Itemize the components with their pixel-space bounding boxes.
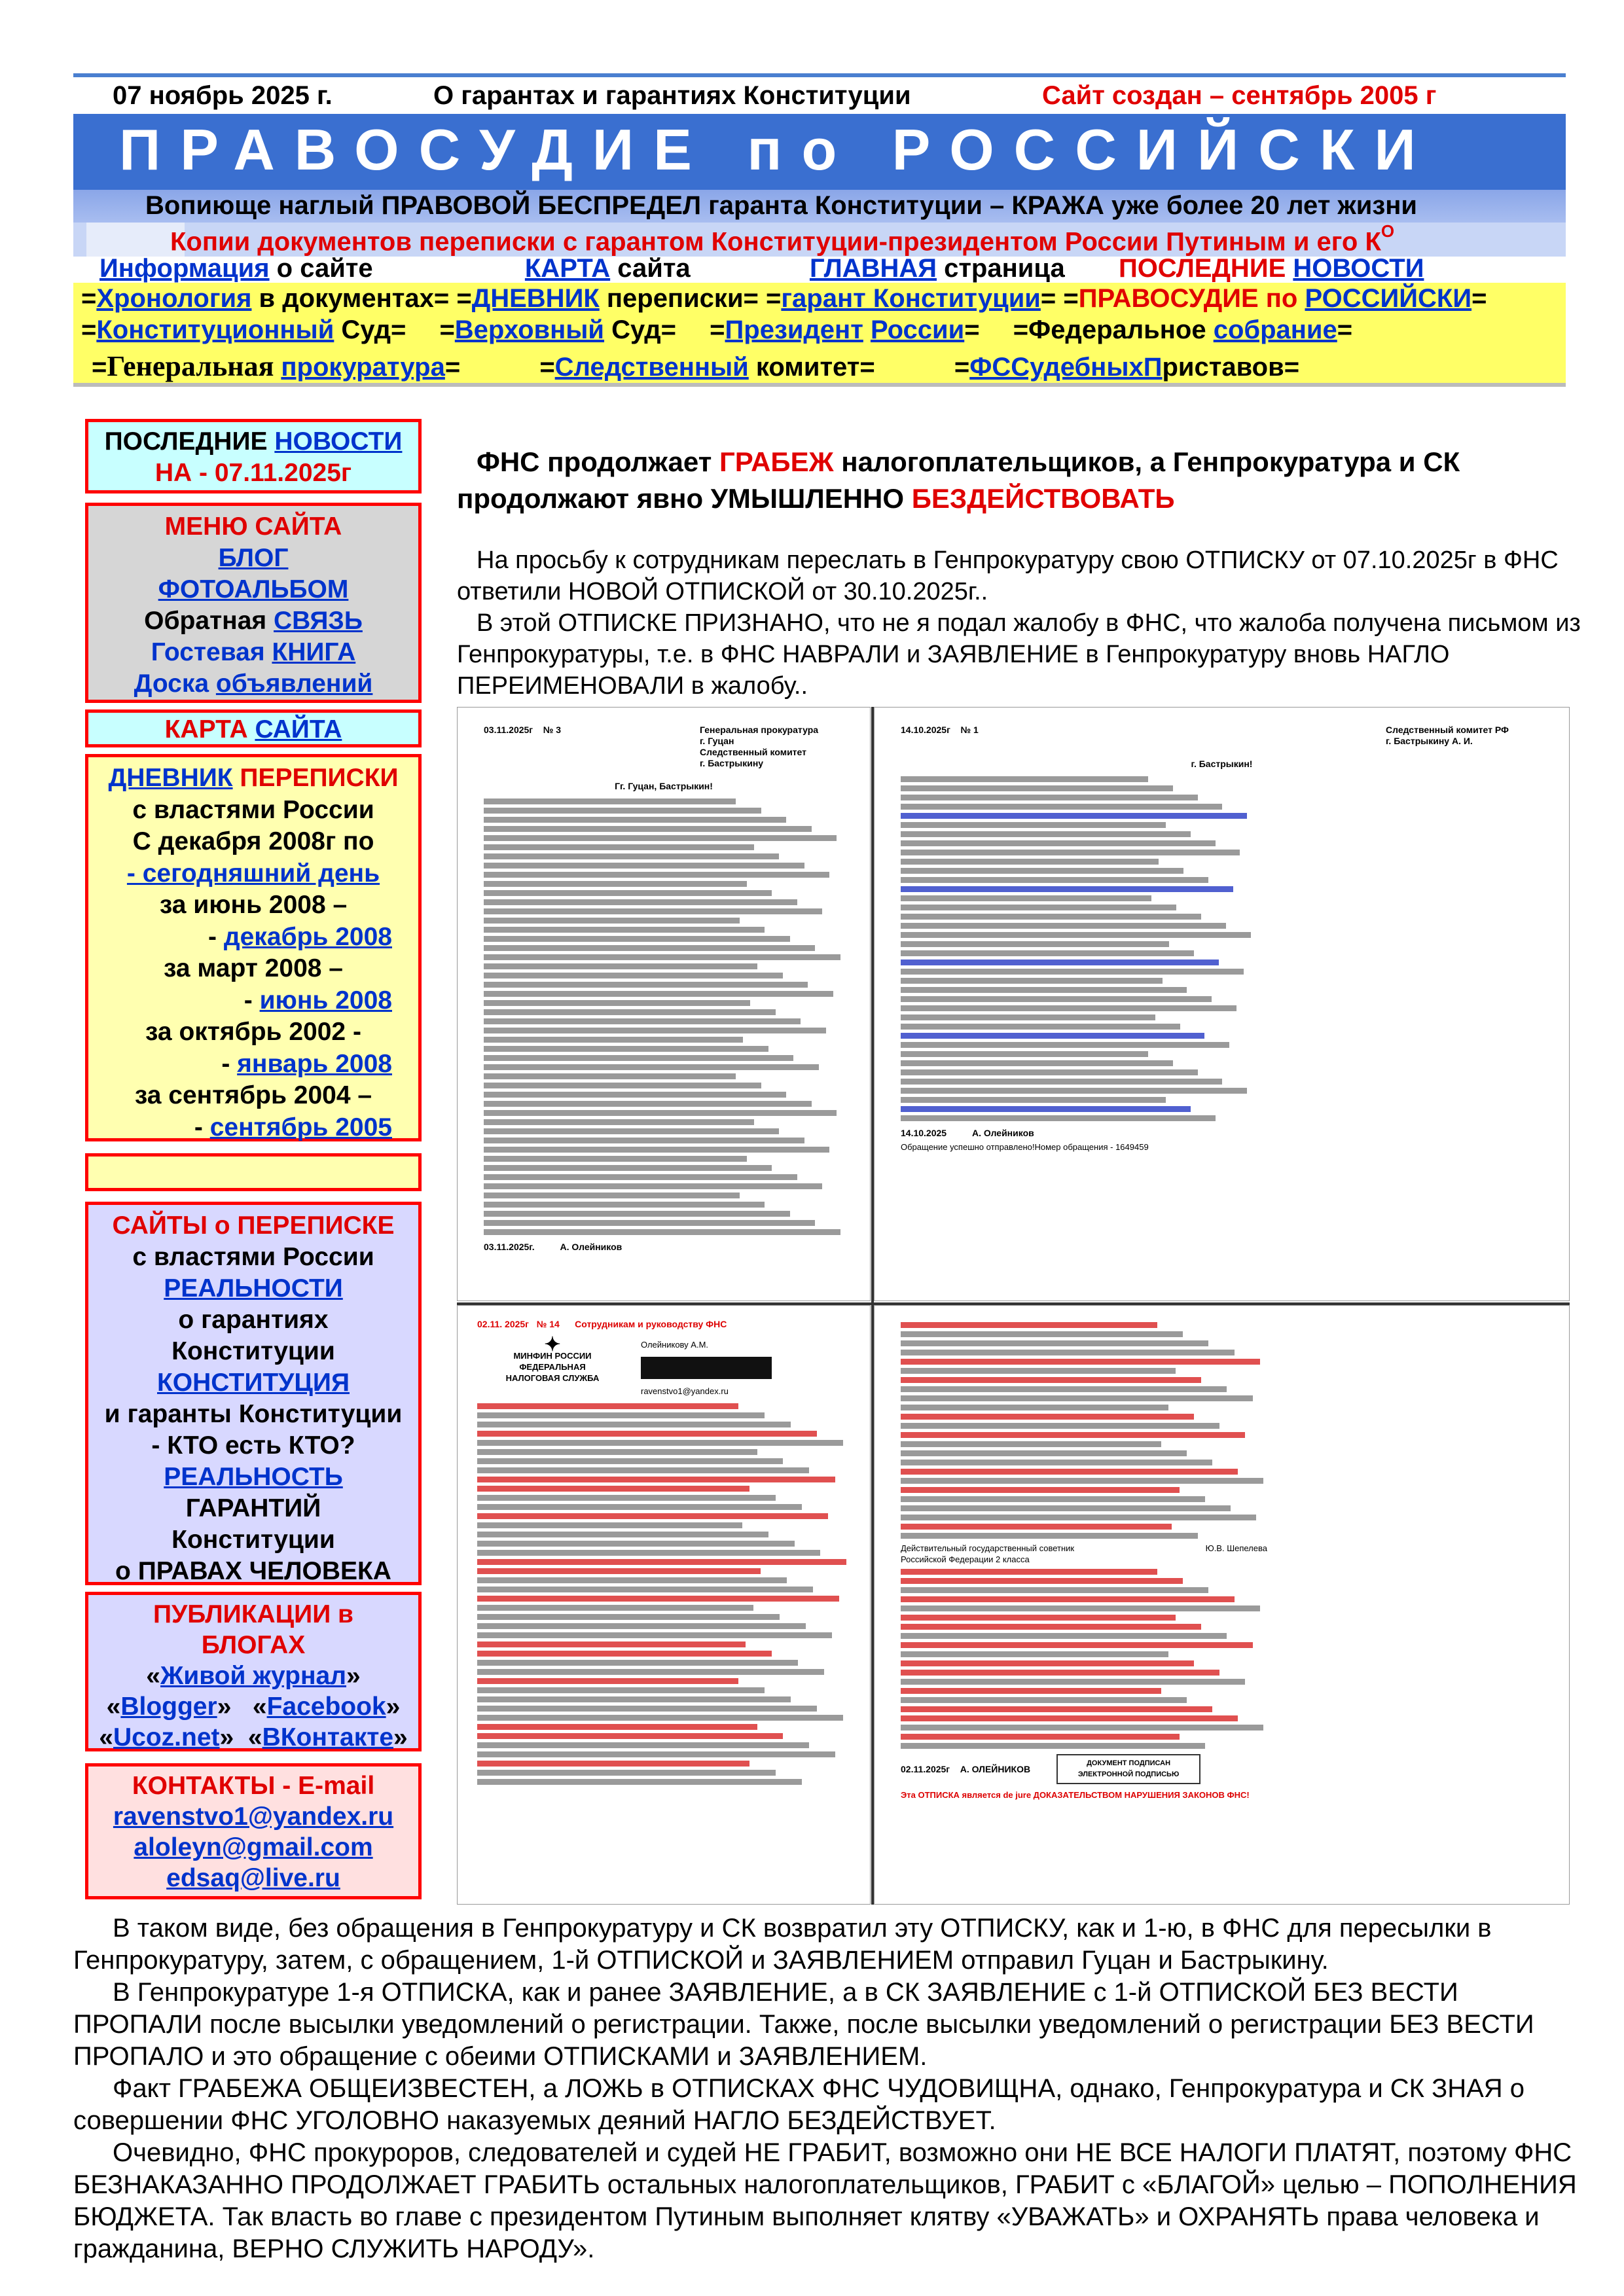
scan-text-line [477,1431,817,1437]
scan-text-line [477,1669,824,1675]
scan-text-line [901,831,1191,837]
scan-text-line [484,927,765,933]
scan-document-4: Действительный государственный советник Российской Федерации 2 класса Ю.В. Шепелева 02.11.2025г А. ОЛЕЙНИКОВ ДОКУМЕНТ ПОДПИСАН ЭЛЕКТРОННОЙ ПОДПИСЬЮ Эта ОТПИСКА является de jure ДОКАЗАТЕЛЬСТВОМ НАРУШЕНИЯ ЗАКОНОВ ФНС! [874,1305,1570,1905]
scan-text-line [477,1504,802,1510]
scan-text-line [477,1440,843,1446]
sidebar-constitution-link[interactable]: КОНСТИТУЦИЯ [157,1369,350,1397]
scan-divider-horizontal [457,1302,1570,1305]
sidebar-news-date: НА - 07.11.2025г [154,459,352,487]
scan-text-line [484,817,786,823]
scan-text-line [901,1697,1187,1703]
header-divider [73,383,1566,387]
scan-text-line [477,1770,776,1776]
scan-text-line [477,1706,817,1712]
nav-fssp-link[interactable]: ФССудебныхП [969,353,1163,382]
scan-text-line [477,1412,765,1418]
site-title: ПРАВОСУДИЕ по РОССИЙСКИ [119,117,1435,182]
site-title-bar [73,114,1566,190]
nav-guarantor-link[interactable]: гарант Конституции [781,284,1041,313]
scan-text-line [484,1138,804,1143]
scan-text-line [484,982,808,988]
scan-text-line [484,908,822,914]
sidebar-dec2008-link[interactable]: декабрь 2008 [223,922,392,951]
nav-main-link[interactable]: ГЛАВНАЯ [809,254,937,283]
scan-text-line [477,1761,749,1767]
scan-text-line [484,1119,754,1125]
scan-text-line [477,1532,768,1537]
scan-text-line [901,840,1216,846]
nav-info-link[interactable]: Информация [99,254,270,283]
email-link-1[interactable]: ravenstvo1@yandex.ru [113,1803,394,1831]
scan-text-line [901,1115,1216,1121]
scan-text-line [901,1524,1172,1530]
scan-text-line [901,1505,1231,1511]
scan-text-line [901,1460,1212,1465]
scan-text-line [484,1128,779,1134]
scan-text-line [484,872,829,878]
scan-text-line [484,1220,815,1226]
scan-text-line [477,1568,761,1574]
scan-text-line [901,1624,1201,1630]
nav-russian-link[interactable]: РОССИЙСКИ [1305,284,1472,313]
scan-text-line [901,1106,1191,1112]
scan-text-line [901,785,1173,791]
scan-text-line [901,1414,1194,1420]
scan-text-line [477,1651,772,1657]
scan-document-1: 03.11.2025г № 3 Генеральная прокуратура г. Гуцан Следственный комитет г. Бастрыкину Гг. Гуцан, Бастрыкин! 03.11.2025г. А. Олейников [457,707,871,1301]
scan-text-line [484,881,747,887]
sidebar-sites-box: САЙТЫ о ПЕРЕПИСКЕ с властями России РЕАЛЬНОСТИ о гарантиях Конституции КОНСТИТУЦИЯ и гаранты Конституции - КТО есть КТО? РЕАЛЬНОСТЬ ГАРАНТИЙ Конституции о ПРАВАХ ЧЕЛОВЕКА [85,1202,422,1585]
scan-text-line [484,1037,743,1043]
email-link-3[interactable]: edsaq@live.ru [166,1864,340,1892]
scan-text-line [484,1083,761,1088]
sidebar-blogger-link[interactable]: Blogger [120,1693,217,1721]
sidebar-guestbook-link[interactable]: КНИГА [272,638,356,666]
sidebar-photo-link[interactable]: ФОТОАЛЬБОМ [158,575,349,603]
scan-text-line [484,1009,776,1015]
scan-text-line [901,1587,1208,1593]
scan-document-2: 14.10.2025г № 1 Следственный комитет РФ г. Бастрыкину А. И. г. Бастрыкин! 14.10.2025 А. Олейников Обращение успешно отправлено!Номер обращения - 1649459 [874,707,1570,1301]
nav-row-3: =Конституционный Суд= =Верховный Суд= =Президент России= =Федеральное собрание= [81,315,1353,344]
scan-text-line [901,923,1226,929]
page-topic: О гарантах и гарантиях Конституции [433,81,911,110]
sidebar-sitemap-link[interactable]: САЙТА [255,715,342,744]
scan-text-line [901,1533,1198,1539]
sidebar-facebook-link[interactable]: Facebook [266,1693,386,1721]
sidebar-jan2008-link[interactable]: январь 2008 [237,1049,392,1078]
scan-text-line [901,1605,1260,1611]
scan-text-line [484,826,812,832]
scan-text-line [477,1559,846,1565]
sidebar-sitemap-box: КАРТА САЙТА [85,709,422,747]
scan-text-line [901,1377,1201,1383]
scan-text-line [484,1073,736,1079]
scan-document-3: 02.11. 2025г № 14 Сотрудникам и руководству ФНС ✦ МИНФИН РОССИИ ФЕДЕРАЛЬНАЯ НАЛОГОВАЯ СЛУЖБА Олейникову А.М. ravenstvo1@yandex.ru [457,1305,871,1905]
top-info-bar [73,73,1566,118]
scan-text-line [901,1487,1180,1493]
scan-text-line [484,1055,793,1061]
email-link-2[interactable]: aloleyn@gmail.com [134,1833,373,1861]
scan-text-line [901,850,1240,855]
scan-text-line [901,1660,1194,1666]
scan-text-line [484,918,740,924]
nav-prosecutor-link[interactable]: прокуратура [281,353,445,382]
scan-text-line [477,1742,809,1748]
scan-text-line [484,1092,786,1098]
body-paragraph-4: Очевидно, ФНС прокуроров, следователей и судей НЕ ГРАБИТ, возможно они НЕ ВСЕ НАЛОГИ ПЛАТЯТ, поэтому ФНС БЕЗНАКАЗАННО ПРОДОЛЖАЕТ ГРАБИТЬ остальных налогоплательщиков, ГРАБИТ с «БЛАГОЙ» целью – ПОПОЛНЕНИЯ БЮДЖЕТА. Так власть во главе с президентом Путиным выполняет клятву «УВАЖАТЬ» и ОХРАНЯТЬ права человека и гражданина, ВЕРНО СЛУЖИТЬ НАРОДУ». [73,2138,1577,2263]
sidebar-board-link[interactable]: объявлений [215,670,373,698]
scan-text-line [901,1469,1238,1475]
scan-text-line [901,1578,1183,1584]
scan-text-line [901,1395,1253,1401]
scan-text-line [901,1478,1263,1484]
scan-text-line [477,1587,813,1592]
intro-paragraph-2: В этой ОТПИСКЕ ПРИЗНАНО, что не я подал жалобу в ФНС, что жалоба получена письмом из Генпрокуратуры, т.е. в ФНС НАВРАЛИ и ЗАЯВЛЕНИЕ в Генпрокуратуру вновь НАГЛО ПЕРЕИМЕНОВАЛИ в жалобу.. [457,609,1581,700]
scan-text-line [901,1051,1148,1057]
sidebar-today-link[interactable]: - сегодняшний день [126,859,380,888]
scan-text-line [477,1605,753,1611]
sidebar-feedback-link[interactable]: СВЯЗЬ [274,607,363,635]
sidebar-reality-link[interactable]: РЕАЛЬНОСТЬ [164,1463,343,1491]
scan-text-line [477,1495,776,1501]
scan-text-line [477,1614,780,1620]
scan-text-line [901,1670,1219,1676]
sidebar-vk-link[interactable]: ВКонтакте [262,1723,394,1751]
scan-text-line [901,895,1151,901]
nav-map-link[interactable]: КАРТА [524,254,611,283]
scan-text-line [901,960,1219,965]
scan-text-line [901,1322,1157,1328]
scan-text-line [901,1432,1245,1438]
scan-text-line [477,1522,742,1528]
scan-text-line [901,1386,1227,1392]
subtitle-bar-2 [73,223,1566,257]
scan-text-line [477,1641,746,1647]
scan-text-line [484,835,837,841]
subtitle-1: Вопиюще наглый ПРАВОВОЙ БЕСПРЕДЕЛ гаранта Конституции – КРАЖА уже более 20 лет жизни [145,191,1418,220]
scan-text-line [477,1449,757,1455]
scan-text-line [901,1069,1198,1075]
article-body [73,1912,1579,2265]
nav-chronology-link[interactable]: Хронология [96,284,252,313]
scan-text-line [901,987,1187,993]
scan-text-line [901,1615,1176,1621]
scan-text-line [901,1024,1180,1030]
scan-text-line [901,1725,1263,1731]
nav-diary-link[interactable]: ДНЕВНИК [471,284,600,313]
scan-text-line [477,1458,783,1464]
sidebar-diary-box: ДНЕВНИК ПЕРЕПИСКИ с властями России С декабря 2008г по - сегодняшний день за июнь 2008 – - декабрь 2008 за март 2008 – - июнь 2008 за октябрь 2002 - - январь 2008 за сентябрь 2004 – - сентябрь 2005 [85,754,422,1141]
scan-text-line [484,973,783,978]
scan-text-line [484,899,797,905]
scan-text-line [477,1678,738,1684]
sidebar-contacts-box: КОНТАКТЫ - E-mail ravenstvo1@yandex.ru aloleyn@gmail.com edsaq@live.ru [85,1763,422,1899]
scan-text-line [901,1450,1187,1456]
scan-text-line [901,1359,1260,1365]
scan-divider-vertical [871,707,874,1905]
scan-text-line [484,853,779,859]
scan-text-line [901,1651,1168,1657]
scan-text-line [901,813,1247,819]
nav-russia-link[interactable]: России [870,315,965,344]
scan-text-line [901,1079,1222,1085]
scan-text-line [901,914,1201,920]
body-paragraph-3: Факт ГРАБЕЖА ОБЩЕИЗВЕСТЕН, а ЛОЖЬ в ОТПИСКАХ ФНС ЧУДОВИЩНА, однако, Генпрокуратура и СК ЗНАЯ о совершении ФНС УГОЛОВНО наказуемых деяний НАГЛО БЕЗДЕЙСТВУЕТ. [73,2074,1525,2135]
scan-text-line [477,1596,839,1602]
body-paragraph-1: В таком виде, без обращения в Генпрокуратуру и СК возвратил эту ОТПИСКУ, как и 1-ю, в ФНС для пересылки в Генпрокуратуру, затем, с обращением, 1-й ОТПИСКОЙ и ЗАЯВЛЕНИЕМ отправил Гуцан и Бастрыкину. [73,1914,1492,1975]
scan-text-line [901,1688,1161,1694]
scan-text-line [901,1496,1205,1502]
sidebar-publications-box: ПУБЛИКАЦИИ в БЛОГАХ «Живой журнал» «Blogger» «Facebook» «Ucoz.net» «ВКонтакте» [85,1592,422,1751]
sidebar-lj-link[interactable]: Живой журнал [160,1662,346,1690]
nav-news-link[interactable]: НОВОСТИ [1293,254,1424,283]
scan-text-line [901,1679,1245,1685]
scan-text-line [484,936,790,942]
sidebar-sep2005-link[interactable]: сентябрь 2005 [209,1113,392,1141]
scan-text-line [901,1596,1235,1602]
scan-text-line [484,1183,822,1189]
subtitle-2: Копии документов переписки с гарантом Конституции-президентом России Путиным и его $К^О$ [170,221,1395,257]
body-paragraph-2: В Генпрокуратуре 1-я ОТПИСКА, как и ранее ЗАЯВЛЕНИЕ, а в СК ЗАЯВЛЕНИЕ с 1-й ОТПИСКОЙ БЕЗ ВЕСТИ ПРОПАЛИ после высылки уведомлений о регистрации. Также, после высылки уведомлений о регистрации БЕЗ ВЕСТИ ПРОПАЛО и это обращение с обеими ОТПИСКАМИ и ЗАЯВЛЕНИЕМ. [73,1978,1534,2071]
scan-text-line [484,1028,826,1033]
scan-text-line [484,1147,829,1153]
sidebar-menu-box: МЕНЮ САЙТА БЛОГ ФОТОАЛЬБОМ Обратная СВЯЗЬ Гостевая КНИГА Доска объявлений [85,503,422,703]
scan-text-line [484,954,840,960]
scan-text-line [477,1660,798,1666]
scan-text-line [484,963,757,969]
site-created: Сайт создан – сентябрь 2005 г [1042,81,1437,110]
scan-text-line [477,1467,809,1473]
scan-text-line [901,1515,1256,1520]
scan-text-line [901,932,1251,938]
scan-text-line [901,1005,1236,1011]
scan-text-line [901,795,1198,800]
scan-text-line [484,1174,797,1180]
scan-text-line [901,1097,1166,1103]
scan-text-line [901,1633,1227,1639]
scan-text-line [484,844,754,850]
scan-text-line [901,804,1222,810]
scan-text-line [484,808,761,814]
scan-text-line [901,1642,1253,1648]
scan-text-line [901,996,1212,1002]
scan-text-line [477,1403,738,1409]
nav-president-link[interactable]: Президент [725,315,863,344]
scan-text-line [484,1046,768,1052]
scan-text-line [901,905,1176,910]
scan-text-line [901,822,1166,828]
sidebar-menu-title: МЕНЮ САЙТА [164,512,342,541]
scan-text-line [901,941,1169,947]
scan-text-line [477,1724,757,1730]
scan-text-line [901,978,1163,984]
nav-row-4: =Генеральная прокуратура= =Следственный комитет= =ФССудебныхПриставов= [92,350,1300,382]
scan-text-line [901,859,1159,865]
scan-text-line [484,890,772,896]
scan-text-line [477,1577,787,1583]
sidebar-jun2008-link[interactable]: июнь 2008 [259,986,392,1014]
sidebar-news-link[interactable]: НОВОСТИ [274,427,403,456]
scan-text-line [901,1014,1155,1020]
scan-text-line [901,950,1194,956]
scan-text-line [901,1042,1229,1048]
scan-text-line [484,1193,740,1198]
scan-text-line [484,1211,790,1217]
scan-text-line [901,1569,1157,1575]
nav-investigative-link[interactable]: Следственный [554,353,749,382]
scan-text-line [901,1743,1205,1749]
scan-text-line [477,1550,820,1556]
scan-text-line [477,1623,806,1629]
sidebar-diary-link[interactable]: ДНЕВНИК [108,764,233,792]
scan-text-line [477,1513,828,1519]
scan-text-line [477,1715,843,1721]
scan-text-line [901,776,1148,782]
scan-text-line [484,1064,819,1070]
scan-text-line [901,1060,1173,1066]
scan-text-line [477,1696,791,1702]
scan-text-line [901,1331,1183,1337]
scan-text-line [901,1405,1168,1410]
scan-text-line [484,1110,837,1116]
nav-row-1: Информация о сайте КАРТА сайта ГЛАВНАЯ страница ПОСЛЕДНИЕ НОВОСТИ [99,254,1424,283]
scan-text-line [477,1477,835,1482]
scan-text-line [484,1101,812,1107]
scan-text-line [901,886,1233,892]
subtitle-bar [73,190,1566,223]
scan-text-line [901,1088,1247,1094]
scan-text-line [901,1350,1235,1355]
intro-paragraph-1: На просьбу к сотрудникам переслать в Генпрокуратуру свою ОТПИСКУ от 07.10.2025г в ФНС ответили НОВОЙ ОТПИСКОЙ от 30.10.2025г.. [457,547,1559,605]
scan-text-line [484,1000,750,1006]
scan-text-line [901,1033,1204,1039]
scan-text-line [484,863,804,869]
scan-text-line [901,1715,1238,1721]
scan-text-line [484,798,736,804]
scan-text-line [901,969,1244,975]
nav-row-2: =Хронология в документах= =ДНЕВНИК переписки= =гарант Конституции= =ПРАВОСУДИЕ по РОССИЙСКИ= [81,284,1487,313]
scan-text-line [484,1165,772,1171]
scan-text-line [477,1422,791,1427]
scan-text-line [901,877,1208,883]
nav-assembly-link[interactable]: собрание [1213,315,1337,344]
scan-text-line [901,1706,1212,1712]
scan-text-line [477,1733,783,1739]
scan-text-line [484,991,833,997]
scan-text-line [484,1018,801,1024]
article-headline: ФНС продолжает ГРАБЕЖ налогоплательщиков, а Генпрокуратура и СК продолжают явно УМЫШЛЕННО БЕЗДЕЙСТВОВАТЬ [457,446,1460,514]
sidebar-realities-link[interactable]: РЕАЛЬНОСТИ [164,1274,343,1302]
scan-text-line [477,1541,795,1547]
sidebar-ucoz-link[interactable]: Ucoz.net [113,1723,220,1751]
scan-text-line [901,1423,1219,1429]
scan-text-line [477,1751,835,1757]
scan-text-line [484,1156,747,1162]
nav-constitutional-court-link[interactable]: Конституционный [96,315,334,344]
page-date: 07 ноябрь 2025 г. [113,81,333,110]
scan-text-line [901,1734,1180,1740]
scan-text-line [477,1632,832,1638]
nav-supreme-court-link[interactable]: Верховный [454,315,605,344]
sidebar-news-box: ПОСЛЕДНИЕ НОВОСТИ НА - 07.11.2025г [85,419,422,493]
sidebar-blog-link[interactable]: БЛОГ [218,544,289,572]
scan-text-line [484,1202,765,1208]
scan-text-line [484,1229,840,1235]
scan-text-line [901,868,1183,874]
scan-text-line [901,1368,1176,1374]
scan-text-line [484,945,815,951]
sidebar-empty-box [85,1153,422,1191]
scan-text-line [477,1687,765,1693]
scan-text-line [901,1441,1161,1447]
scan-text-line [477,1779,802,1785]
scan-text-line [477,1486,749,1492]
scan-text-line [901,1340,1208,1346]
